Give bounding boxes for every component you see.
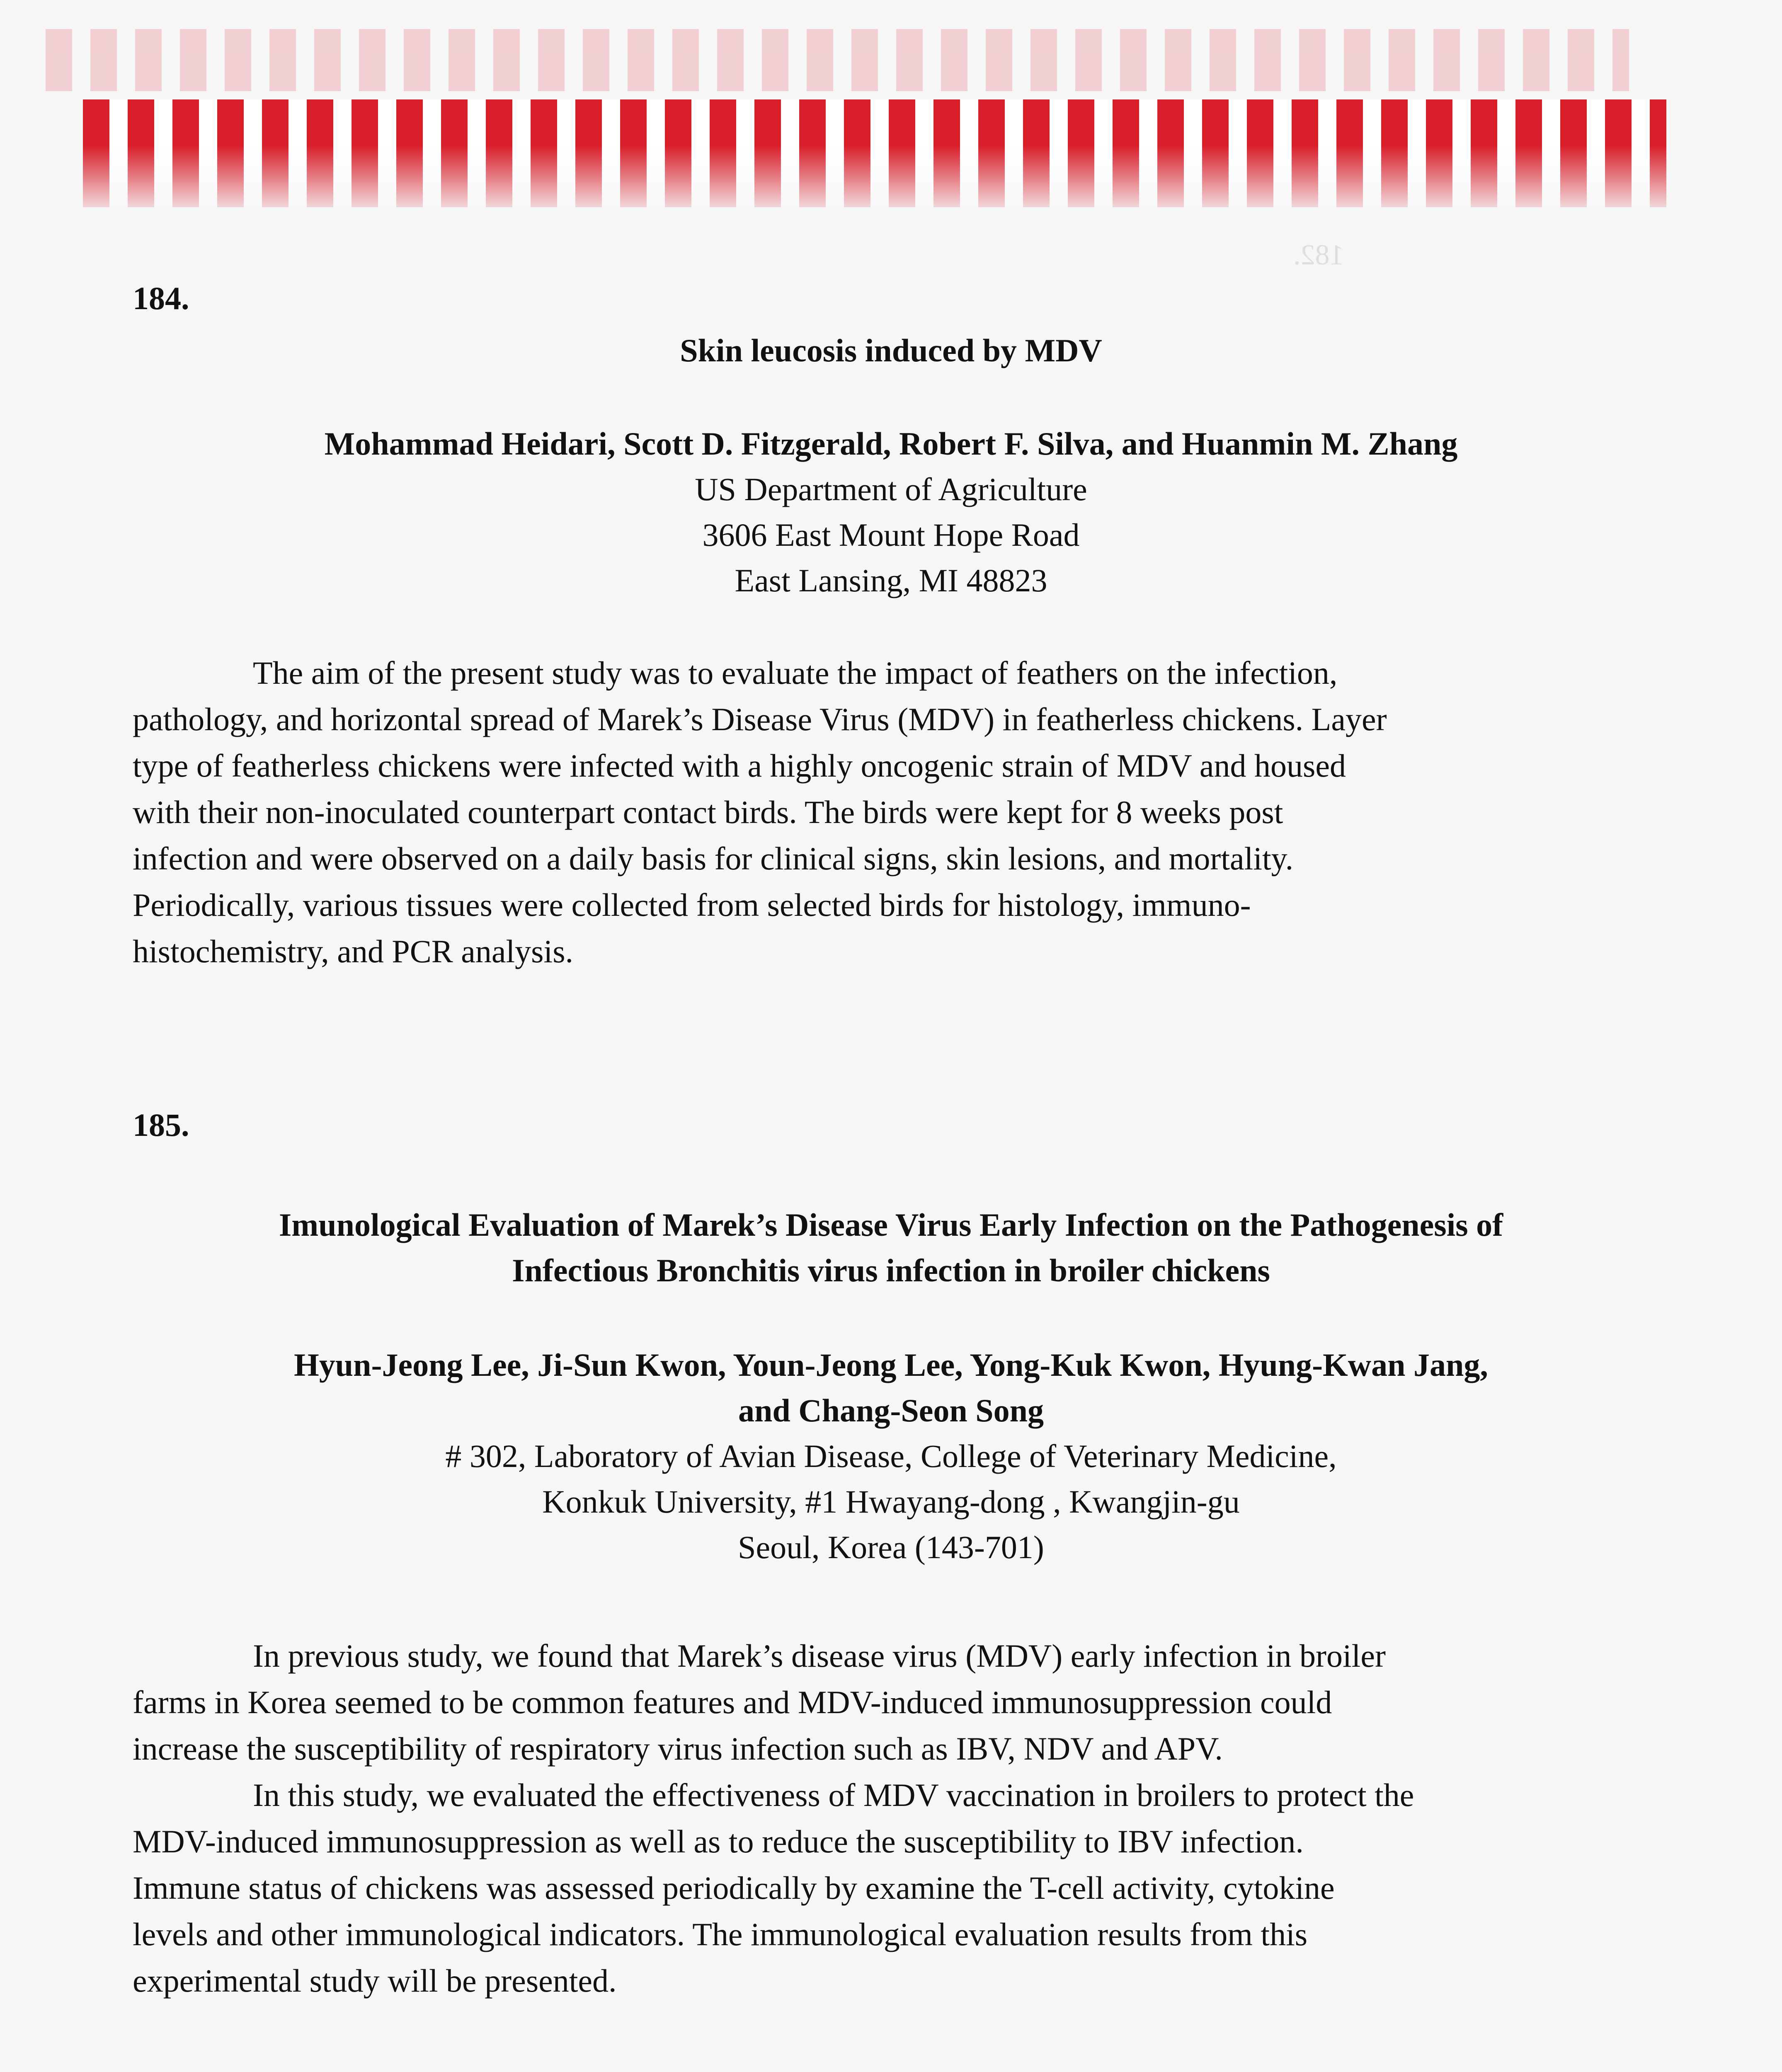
body-line: In this study, we evaluated the effectiveness of MDV vaccination in broilers to protect the	[253, 1777, 1414, 1813]
abstract-184-body	[133, 650, 1691, 975]
body-line: Immune status of chickens was assessed periodically by examine the T-cell activity, cytokine	[133, 1870, 1335, 1906]
abstract-185-title-line: Imunological Evaluation of Marek’s Disease Virus Early Infection on the Pathogenesis of	[279, 1207, 1503, 1243]
body-line: The aim of the present study was to evaluate the impact of feathers on the infection,	[253, 655, 1338, 691]
body-line: pathology, and horizontal spread of Marek’s Disease Virus (MDV) in featherless chickens. Layer	[133, 701, 1387, 737]
body-line: MDV-induced immunosuppression as well as to reduce the susceptibility to IBV infection.	[133, 1823, 1304, 1859]
abstract-184-number: 184.	[133, 280, 189, 316]
body-line: with their non-inoculated counterpart contact birds. The birds were kept for 8 weeks post	[133, 794, 1283, 830]
abstract-185-number: 185.	[133, 1107, 189, 1143]
abstract-185-paragraph-1	[133, 1633, 1691, 1772]
body-line: experimental study will be presented.	[133, 1963, 617, 1999]
abstract-184-authors: Mohammad Heidari, Scott D. Fitzgerald, Robert F. Silva, and Huanmin M. Zhang	[324, 426, 1458, 462]
abstract-185-authors-line: Hyun-Jeong Lee, Ji-Sun Kwon, Youn-Jeong Lee, Yong-Kuk Kwon, Hyung-Kwan Jang,	[294, 1347, 1488, 1383]
abstract-185-paragraph-2	[133, 1772, 1691, 2004]
body-line: histochemistry, and PCR analysis.	[133, 933, 574, 969]
abstract-185-title-line: Infectious Bronchitis virus infection in broiler chickens	[512, 1252, 1270, 1288]
stripe-band-ghost	[46, 29, 1629, 91]
abstract-184-title: Skin leucosis induced by MDV	[680, 332, 1102, 368]
abstract-184-affiliation-line: US Department of Agriculture	[695, 471, 1087, 507]
abstract-185-affiliation-line: Konkuk University, #1 Hwayang-dong , Kwangjin-gu	[542, 1484, 1240, 1520]
bleed-through-text: 182.	[1293, 239, 1344, 271]
body-line: levels and other immunological indicators. The immunological evaluation results from this	[133, 1916, 1308, 1952]
body-line: increase the susceptibility of respiratory virus infection such as IBV, NDV and APV.	[133, 1731, 1223, 1767]
header-stripe-band	[83, 99, 1666, 207]
body-line: farms in Korea seemed to be common features and MDV-induced immunosuppression could	[133, 1684, 1332, 1720]
abstract-185-affiliation-line: # 302, Laboratory of Avian Disease, College of Veterinary Medicine,	[445, 1438, 1337, 1474]
abstract-184-affiliation-line: East Lansing, MI 48823	[735, 562, 1047, 598]
body-line: Periodically, various tissues were collected from selected birds for histology, immuno-	[133, 887, 1251, 923]
abstract-185-authors-line: and Chang-Seon Song	[738, 1392, 1044, 1428]
body-line: In previous study, we found that Marek’s disease virus (MDV) early infection in broiler	[253, 1638, 1386, 1674]
body-line: infection and were observed on a daily basis for clinical signs, skin lesions, and mortality.	[133, 840, 1294, 876]
body-line: type of featherless chickens were infected with a highly oncogenic strain of MDV and housed	[133, 748, 1346, 784]
abstract-184-affiliation-line: 3606 East Mount Hope Road	[702, 517, 1080, 553]
abstract-185-affiliation-line: Seoul, Korea (143-701)	[738, 1529, 1044, 1565]
